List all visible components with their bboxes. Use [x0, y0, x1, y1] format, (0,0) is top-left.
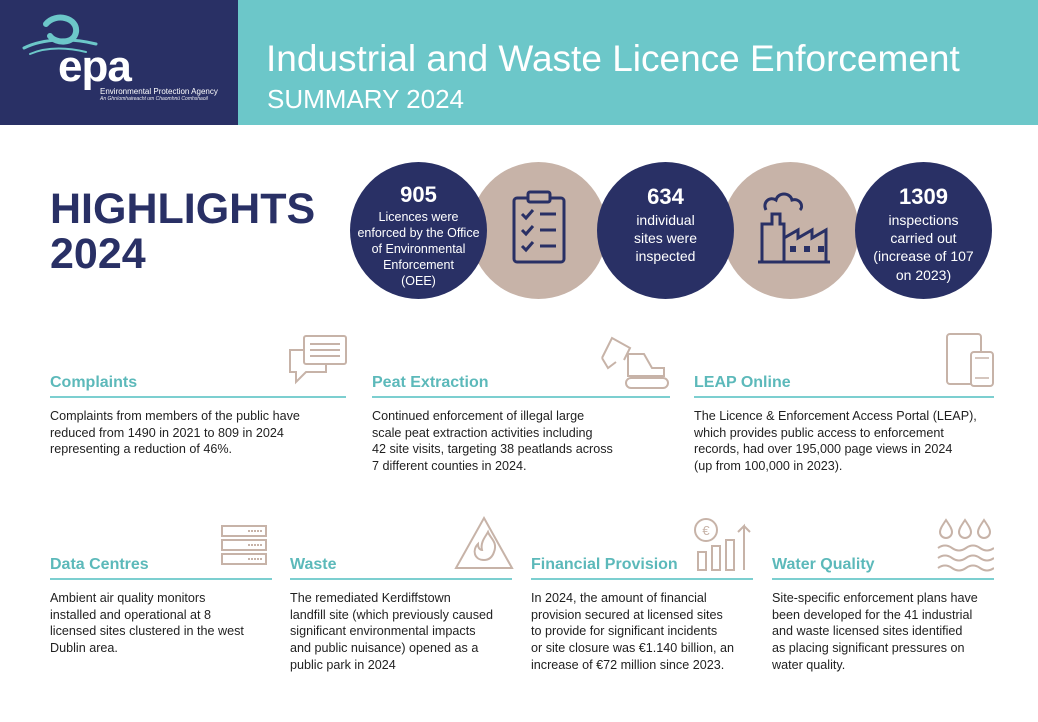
section-water-quality — [772, 556, 994, 674]
agency-name-block — [100, 88, 218, 102]
section-peat-extraction — [372, 374, 670, 475]
stat-text-line: on 2023) — [895, 266, 952, 283]
section-leap-online — [694, 374, 994, 475]
stat-text-line: sites were — [633, 230, 698, 247]
body-line: Site-specific enforcement plans have — [772, 591, 978, 605]
highlights-heading-line1: HIGHLIGHTS — [50, 185, 316, 233]
body-line: which provides public access to enforcement — [694, 425, 944, 440]
body-line: 7 different counties in 2024. — [372, 459, 527, 474]
section-divider — [372, 396, 670, 398]
factory-icon — [722, 162, 859, 299]
factory-circle — [722, 162, 859, 299]
stat-sites — [597, 162, 734, 299]
section-divider — [694, 396, 994, 398]
section-title: Complaints — [50, 374, 138, 391]
body-line: 42 site visits, targeting 38 peatlands across — [372, 442, 613, 457]
agency-name: Environmental Protection Agency — [100, 87, 218, 96]
section-complaints — [50, 374, 346, 458]
stat-text — [350, 209, 487, 289]
stat-number: 905 — [400, 182, 437, 207]
stat-text-line: inspections — [888, 212, 959, 228]
section-data-centres — [50, 556, 272, 657]
page-subtitle: SUMMARY 2024 — [267, 84, 465, 114]
body-line: licensed sites clustered in the west — [50, 624, 244, 639]
body-line: increase of €72 million since 2023. — [531, 657, 725, 672]
epa-wordmark: epa — [58, 42, 131, 91]
stat-number: 634 — [647, 184, 684, 209]
body-line: public park in 2024 — [290, 657, 396, 672]
body-line: (up from 100,000 in 2023). — [694, 459, 843, 474]
body-line: or site closure was €1.140 billion, an — [531, 641, 735, 656]
body-line: Complaints from members of the public have — [50, 409, 300, 423]
section-title: Waste — [290, 556, 337, 573]
stat-text-line: individual — [636, 212, 695, 228]
section-financial-provision — [531, 556, 753, 674]
section-divider — [50, 396, 346, 398]
body-line: The Licence & Enforcement Access Portal (LEAP), — [694, 409, 977, 423]
section-divider — [290, 578, 512, 580]
header-logo-panel — [0, 0, 238, 125]
section-body — [290, 590, 512, 674]
section-title: Financial Provision — [531, 556, 678, 573]
body-line: to provide for significant incidents — [531, 624, 718, 639]
stat-text-line: Licences were — [378, 210, 459, 224]
stat-text — [597, 211, 734, 266]
stat-inspections — [855, 162, 992, 299]
stat-text — [855, 211, 992, 284]
highlights-heading-line2: 2024 — [50, 230, 146, 279]
body-line: reduced from 1490 in 2021 to 809 in 2024 — [50, 425, 284, 440]
clipboard-circle — [470, 162, 607, 299]
body-line: installed and operational at 8 — [50, 607, 212, 622]
body-line: and waste licensed sites identified — [772, 624, 963, 639]
section-title: LEAP Online — [694, 374, 791, 391]
section-title: Water Quality — [772, 556, 875, 573]
stat-text-line: enforced by the Office — [357, 226, 480, 240]
svg-text:€: € — [702, 523, 710, 538]
stat-number: 1309 — [899, 184, 948, 209]
page-title: Industrial and Waste Licence Enforcement — [266, 38, 960, 79]
body-line: water quality. — [772, 657, 846, 672]
stat-text-line: of Environmental — [371, 242, 466, 256]
section-body — [772, 590, 994, 674]
section-body — [50, 590, 272, 657]
stat-text-line: carried out — [890, 230, 957, 247]
body-line: landfill site (which previously caused — [290, 607, 493, 622]
section-body — [372, 408, 670, 475]
section-title: Peat Extraction — [372, 374, 489, 391]
section-divider — [772, 578, 994, 580]
body-line: as placing significant pressures on — [772, 641, 965, 656]
stat-text-line: inspected — [635, 248, 696, 265]
body-line: representing a reduction of 46%. — [50, 442, 233, 457]
section-body — [694, 408, 994, 475]
section-divider — [50, 578, 272, 580]
clipboard-checklist-icon — [470, 162, 607, 299]
body-line: In 2024, the amount of financial — [531, 591, 707, 605]
body-line: scale peat extraction activities including — [372, 425, 593, 440]
highlights-heading — [50, 187, 315, 277]
body-line: been developed for the 41 industrial — [772, 607, 973, 622]
body-line: and public nuisance) opened as a — [290, 641, 479, 656]
body-line: Ambient air quality monitors — [50, 591, 206, 605]
body-line: Continued enforcement of illegal large — [372, 409, 585, 423]
section-divider — [531, 578, 753, 580]
body-line: provision secured at licensed sites — [531, 607, 723, 622]
stat-text-line: (OEE) — [401, 274, 436, 288]
body-line: records, had over 195,000 page views in 2024 — [694, 442, 953, 457]
section-title: Data Centres — [50, 556, 149, 573]
body-line: significant environmental impacts — [290, 624, 476, 639]
section-waste — [290, 556, 512, 674]
section-body — [531, 590, 753, 674]
stat-text-line: (increase of 107 — [873, 248, 974, 265]
body-line: Dublin area. — [50, 641, 118, 656]
body-line: The remediated Kerdiffstown — [290, 591, 451, 605]
stat-licences — [350, 162, 487, 299]
section-body — [50, 408, 346, 458]
stat-text-line: Enforcement — [383, 258, 454, 272]
agency-name-irish: An Ghníomhaireacht um Chaomhnú Comhshaoil — [100, 95, 208, 102]
